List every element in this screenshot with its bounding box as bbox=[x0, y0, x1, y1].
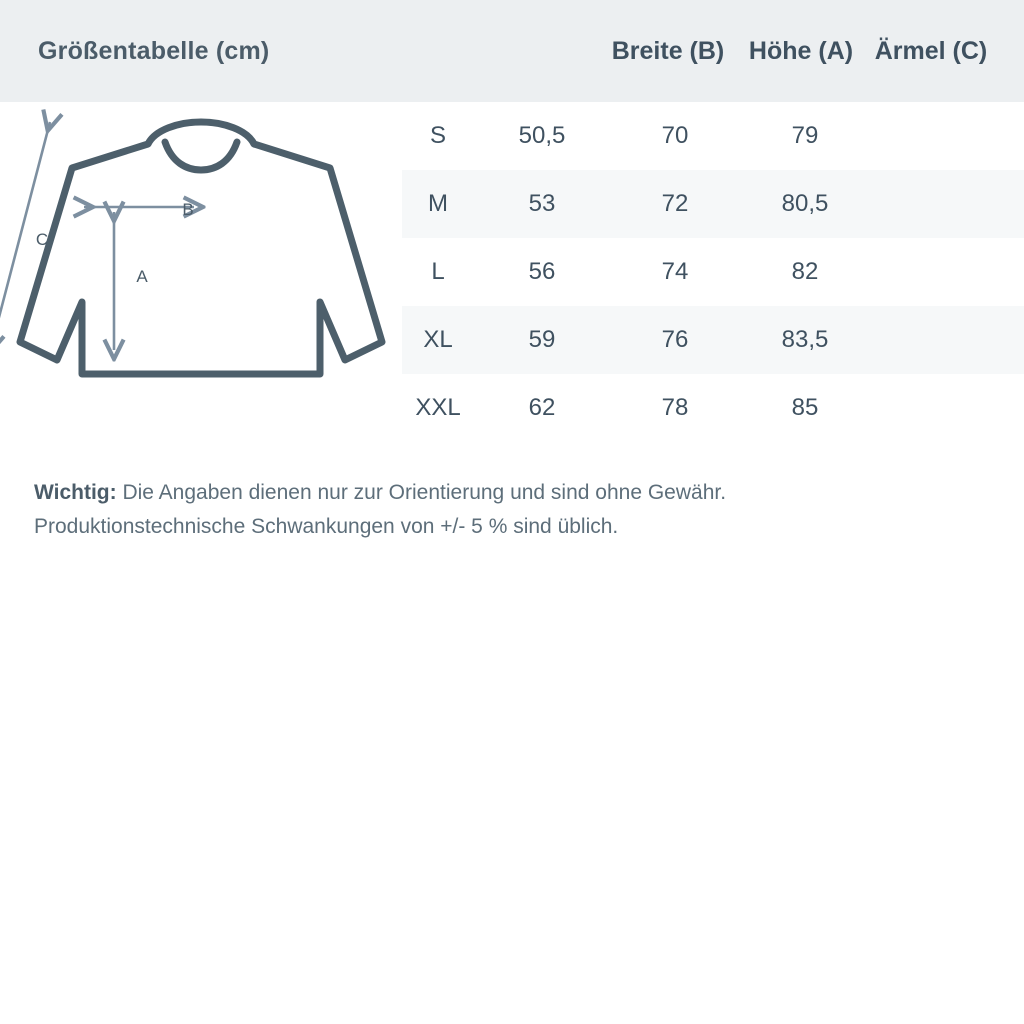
cell-width: 59 bbox=[528, 326, 556, 353]
header-cell-height: Höhe (A) bbox=[748, 36, 854, 65]
header-cell-width: Breite (B) bbox=[611, 36, 725, 65]
footnote-text-1: Die Angaben dienen nur zur Orientierung und sind ohne Gewähr. bbox=[116, 481, 727, 504]
header-cell-sleeve: Ärmel (C) bbox=[874, 36, 988, 65]
cell-sleeve: 83,5 bbox=[781, 326, 829, 353]
cell-sleeve: 79 bbox=[791, 122, 819, 149]
footnote-line-2: Produktionstechnische Schwankungen von +/- 5 % sind üblich. bbox=[34, 515, 619, 538]
cell-sleeve: 85 bbox=[791, 394, 819, 421]
cell-sleeve: 82 bbox=[791, 258, 819, 285]
table-row bbox=[402, 238, 1024, 306]
label-b: B bbox=[182, 200, 194, 219]
cell-width: 56 bbox=[528, 258, 556, 285]
cell-width: 50,5 bbox=[518, 122, 566, 149]
cell-size: XXL bbox=[415, 394, 461, 421]
table-row bbox=[402, 102, 1024, 170]
table-row bbox=[402, 306, 1024, 374]
footnote-lead: Wichtig: bbox=[34, 481, 117, 504]
label-c: C bbox=[35, 230, 49, 249]
page-title: Größentabelle (cm) bbox=[38, 36, 270, 65]
label-a: A bbox=[136, 267, 148, 286]
sweatshirt-diagram bbox=[0, 102, 402, 442]
cell-width: 62 bbox=[528, 394, 556, 421]
cell-size: XL bbox=[423, 326, 453, 353]
footnote-line-1 bbox=[34, 476, 990, 510]
cell-size: L bbox=[431, 258, 445, 285]
garment-illustration bbox=[0, 102, 402, 442]
cell-sleeve: 80,5 bbox=[781, 190, 829, 217]
size-table bbox=[402, 102, 1024, 442]
cell-size: S bbox=[429, 122, 446, 149]
cell-width: 53 bbox=[528, 190, 556, 217]
header-columns bbox=[528, 37, 1024, 66]
cell-size: M bbox=[428, 190, 448, 217]
table-row bbox=[402, 374, 1024, 442]
footnote bbox=[0, 442, 1024, 544]
table-row bbox=[402, 170, 1024, 238]
cell-height: 74 bbox=[661, 258, 689, 285]
size-chart-body bbox=[0, 102, 1024, 442]
cell-height: 70 bbox=[661, 122, 689, 149]
cell-height: 78 bbox=[661, 394, 689, 421]
size-chart-header bbox=[0, 0, 1024, 102]
cell-height: 72 bbox=[661, 190, 689, 217]
cell-height: 76 bbox=[661, 326, 689, 353]
